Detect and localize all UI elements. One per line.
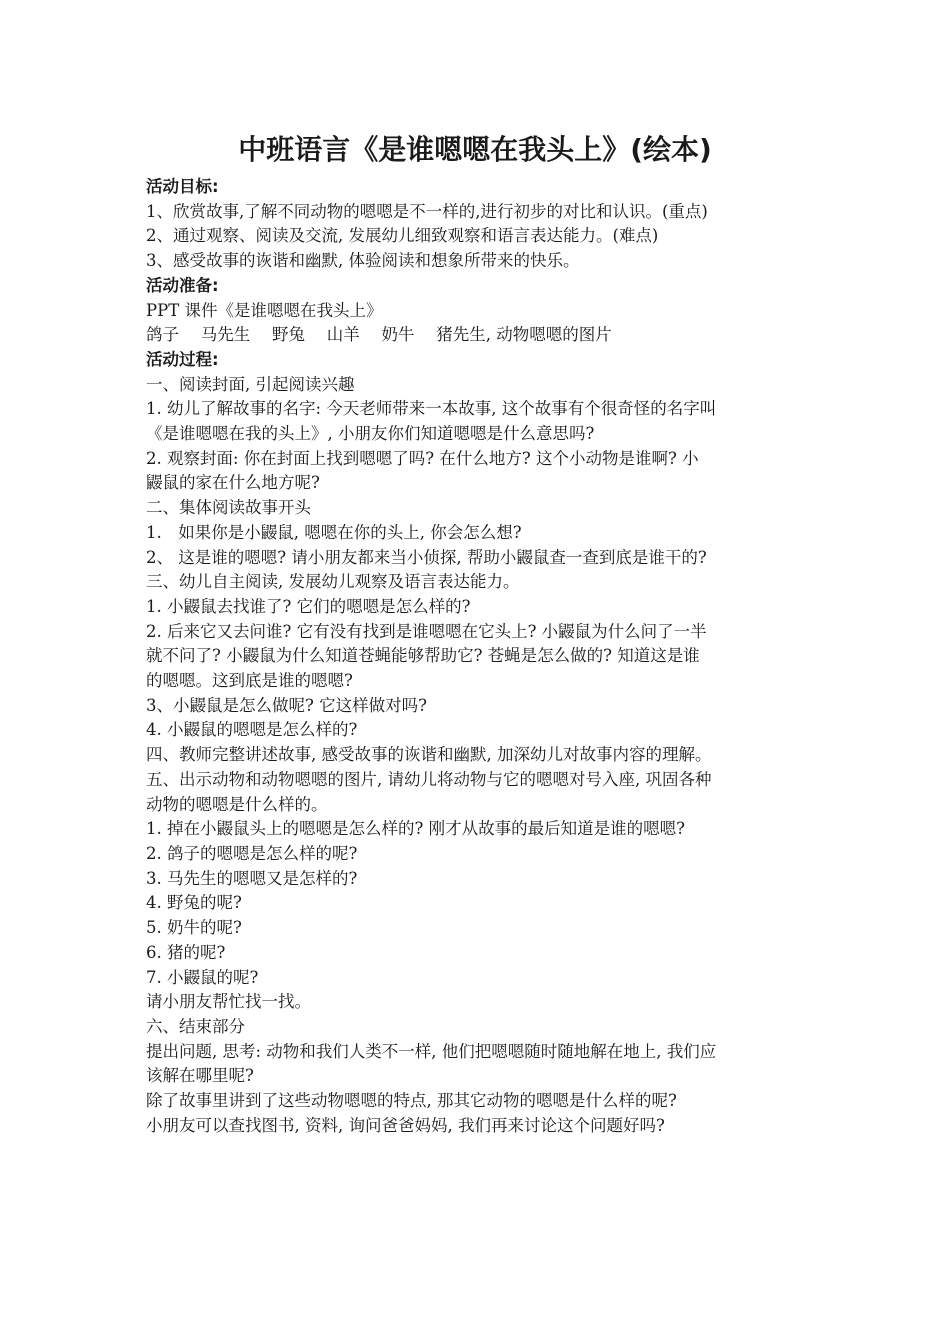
text-line: 2、通过观察、阅读及交流, 发展幼儿细致观察和语言表达能力。(难点) xyxy=(146,226,659,246)
text-line: 1. 幼儿了解故事的名字: 今天老师带来一本故事, 这个故事有个很奇怪的名字叫 xyxy=(146,399,717,419)
text-line: 四、教师完整讲述故事, 感受故事的诙谐和幽默, 加深幼儿对故事内容的理解。 xyxy=(146,745,712,765)
text-line: 2、 这是谁的嗯嗯? 请小朋友都来当小侦探, 帮助小鼹鼠查一查到底是谁干的? xyxy=(146,547,707,567)
text-line: 鼹鼠的家在什么地方呢? xyxy=(146,473,320,493)
text-line: 4. 野兔的呢? xyxy=(146,893,242,913)
text-line: 请小朋友帮忙找一找。 xyxy=(146,992,311,1012)
section-heading: 活动准备: xyxy=(146,275,219,295)
text-line: 3、感受故事的诙谐和幽默, 体验阅读和想象所带来的快乐。 xyxy=(146,251,580,271)
section-heading: 活动目标: xyxy=(146,177,219,196)
text-line: 动物的嗯嗯是什么样的。 xyxy=(146,794,328,814)
text-line: 的嗯嗯。这到底是谁的嗯嗯? xyxy=(146,671,353,691)
text-line: 1、欣赏故事,了解不同动物的嗯嗯是不一样的,进行初步的对比和认识。(重点) xyxy=(146,201,708,221)
text-line: 鸽子 马先生 野兔 山羊 奶牛 猪先生, 动物嗯嗯的图片 xyxy=(146,325,612,345)
text-line: 提出问题, 思考: 动物和我们人类不一样, 他们把嗯嗯随时随地解在地上, 我们应 xyxy=(146,1041,717,1061)
text-line: 5. 奶牛的呢? xyxy=(146,918,242,938)
text-line: 三、幼儿自主阅读, 发展幼儿观察及语言表达能力。 xyxy=(146,572,520,592)
text-line: 7. 小鼹鼠的呢? xyxy=(146,967,259,987)
document-body xyxy=(146,175,810,1138)
text-line: 该解在哪里呢? xyxy=(146,1066,254,1086)
text-line: 一、阅读封面, 引起阅读兴趣 xyxy=(146,374,355,394)
text-line: 《是谁嗯嗯在我的头上》, 小朋友你们知道嗯嗯是什么意思吗? xyxy=(146,424,595,444)
text-line: 3. 马先生的嗯嗯又是怎样的? xyxy=(146,868,358,888)
text-line: PPT 课件《是谁嗯嗯在我头上》 xyxy=(146,300,383,320)
text-line: 2. 后来它又去问谁? 它有没有找到是谁嗯嗯在它头上? 小鼹鼠为什么问了一半 xyxy=(146,621,707,641)
text-line: 2. 鸽子的嗯嗯是怎么样的呢? xyxy=(146,843,358,863)
text-line: 五、出示动物和动物嗯嗯的图片, 请幼儿将动物与它的嗯嗯对号入座, 巩固各种 xyxy=(146,769,712,789)
text-line: 4. 小鼹鼠的嗯嗯是怎么样的? xyxy=(146,720,358,740)
document-title: 中班语言《是谁嗯嗯在我头上》(绘本) xyxy=(238,133,712,166)
text-line: 六、结束部分 xyxy=(146,1016,245,1036)
text-line: 1. 如果你是小鼹鼠, 嗯嗯在你的头上, 你会怎么想? xyxy=(146,522,522,542)
text-line: 二、集体阅读故事开头 xyxy=(146,498,311,518)
text-line: 2. 观察封面: 你在封面上找到嗯嗯了吗? 在什么地方? 这个小动物是谁啊? 小 xyxy=(146,448,699,468)
text-line: 1. 掉在小鼹鼠头上的嗯嗯是怎么样的? 刚才从故事的最后知道是谁的嗯嗯? xyxy=(146,819,685,839)
text-line: 1. 小鼹鼠去找谁了? 它们的嗯嗯是怎么样的? xyxy=(146,596,471,616)
section-heading: 活动过程: xyxy=(146,349,219,369)
text-line: 6. 猪的呢? xyxy=(146,942,226,962)
text-line: 除了故事里讲到了这些动物嗯嗯的特点, 那其它动物的嗯嗯是什么样的呢? xyxy=(146,1091,677,1111)
text-line: 3、小鼹鼠是怎么做呢? 它这样做对吗? xyxy=(146,695,427,715)
text-line: 小朋友可以查找图书, 资料, 询问爸爸妈妈, 我们再来讨论这个问题好吗? xyxy=(146,1115,665,1135)
text-line: 就不问了? 小鼹鼠为什么知道苍蝇能够帮助它? 苍蝇是怎么做的? 知道这是谁 xyxy=(146,646,700,666)
